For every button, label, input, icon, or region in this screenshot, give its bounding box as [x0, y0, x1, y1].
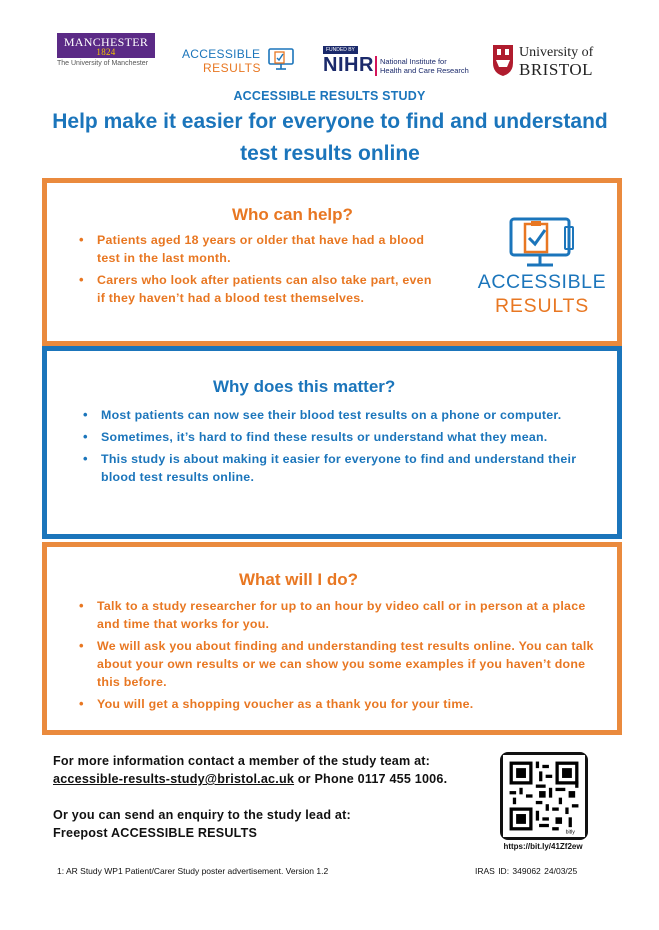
qr-badge-text: bitly — [565, 829, 575, 836]
monitor-checklist-icon — [507, 213, 577, 269]
ar-small-logo-line1: ACCESSIBLE — [182, 47, 261, 61]
headline-line2: test results online — [240, 142, 420, 165]
manchester-logo-box — [57, 33, 155, 58]
list-item: • We will ask you about finding and understanding test results online. You can talk about your own results or we can show you some examples if you haven’t done this before. — [79, 637, 604, 691]
bristol-crest-icon — [491, 43, 515, 77]
contact-info — [53, 752, 447, 842]
qr-code[interactable] — [500, 752, 588, 840]
monitor-checklist-icon — [266, 45, 296, 75]
headline-line1: Help make it easier for everyone to find and understand — [52, 110, 608, 133]
contact-line4: Freepost ACCESSIBLE RESULTS — [53, 826, 258, 840]
list-item: • Sometimes, it’s hard to find these results or understand what they mean. — [83, 428, 603, 446]
why-does-this-matter-title: Why does this matter? — [213, 377, 396, 396]
contact-line1: For more information contact a member of the study team at: — [53, 754, 431, 768]
why-does-this-matter-section — [42, 346, 622, 539]
university-of-bristol-logo — [491, 43, 603, 79]
university-of-manchester-logo — [57, 33, 155, 67]
ar-large-logo-line2: RESULTS — [494, 295, 590, 317]
ar-large-logo-line1: ACCESSIBLE — [477, 271, 607, 293]
footer-version-text: 1: AR Study WP1 Patient/Carer Study poster advertisement. Version 1.2 — [57, 866, 329, 876]
page-headline — [30, 106, 630, 170]
contact-line3: Or you can send an enquiry to the study lead at: — [53, 808, 351, 822]
nihr-divider — [375, 56, 377, 76]
list-item: • This study is about making it easier for everyone to find and understand their blood test results online. — [83, 450, 603, 486]
nihr-funded-by: FUNDED BY — [323, 46, 358, 54]
nihr-line1: National Institute for — [380, 57, 447, 66]
why-does-this-matter-list — [83, 406, 603, 490]
list-item: • You will get a shopping voucher as a thank you for your time. — [79, 695, 604, 713]
contact-phone: or Phone 0117 455 1006. — [294, 772, 448, 786]
bristol-logo-line1: University of — [519, 45, 594, 60]
contact-line2 — [53, 770, 447, 788]
nihr-logo — [323, 46, 473, 78]
what-will-i-do-list — [79, 597, 604, 717]
manchester-logo-year: 1824 — [96, 47, 116, 57]
nihr-wordmark: NIHR — [323, 54, 374, 76]
contact-email-link[interactable]: accessible-results-study@bristol.ac.uk — [53, 772, 295, 786]
manchester-logo-name: MANCHESTER — [63, 35, 149, 49]
qr-url[interactable]: https://bit.ly/41Zf2ew — [503, 842, 583, 851]
footer-iras-id: IRAS ID: 349062 24/03/25 — [475, 866, 578, 876]
list-item: • Patients aged 18 years or older that have had a blood test in the last month. — [79, 231, 439, 267]
accessible-results-small-logo — [182, 45, 302, 79]
study-label: ACCESSIBLE RESULTS STUDY — [233, 89, 426, 103]
who-can-help-title: Who can help? — [232, 205, 353, 224]
manchester-logo-subtitle: The University of Manchester — [57, 60, 149, 67]
list-item: • Talk to a study researcher for up to an hour by video call or in person at a place and time that works for you. — [79, 597, 604, 633]
who-can-help-section — [42, 178, 622, 346]
contact-spacer — [53, 788, 447, 806]
nihr-line2: Health and Care Research — [380, 66, 469, 75]
what-will-i-do-section — [42, 542, 622, 735]
who-can-help-list — [79, 231, 439, 311]
nihr-full-name — [380, 57, 469, 75]
ar-small-logo-line2: RESULTS — [203, 61, 261, 75]
list-item: • Most patients can now see their blood test results on a phone or computer. — [83, 406, 603, 424]
qr-code-pattern-icon — [503, 755, 585, 837]
accessible-results-large-logo — [467, 213, 617, 323]
list-item: • Carers who look after patients can also take part, even if they haven’t had a blood test themselves. — [79, 271, 439, 307]
what-will-i-do-title: What will I do? — [239, 570, 358, 589]
bristol-logo-line2: BRISTOL — [519, 60, 594, 79]
